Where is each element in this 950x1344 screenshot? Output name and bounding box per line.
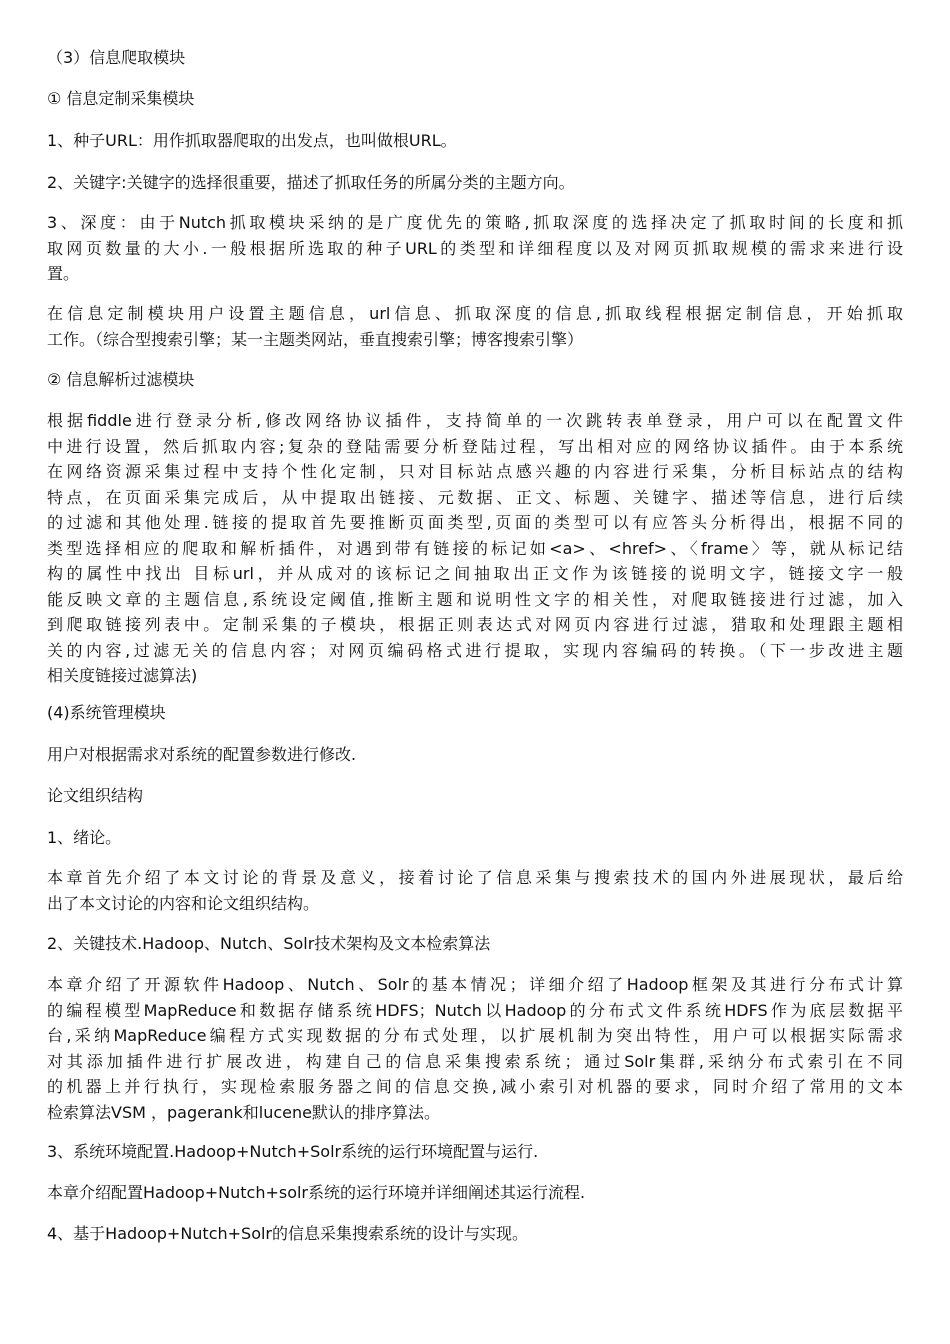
text-line: 置。 — [47, 264, 80, 283]
paragraph-chapter-3: 本章介绍配置Hadoop+Nutch+solr系统的运行环境并详细阐述其运行流程. — [47, 1183, 586, 1202]
text-line: 本章介绍了开源软件Hadoop、Nutch、Solr的基本情况；详细介绍了Hadoop框架及其进行分布式计算 — [47, 975, 903, 994]
text-line: 台,采纳MapReduce编程方式实现数据的分布式处理，以扩展机制为突出特性，用户可以根据实际需求 — [47, 1026, 903, 1045]
section-heading-crawl: （3）信息爬取模块 — [47, 48, 186, 67]
text-line: 中进行设置，然后抓取内容;复杂的登陆需要分析登陆过程，写出相对应的网络协议插件。由于本系统 — [47, 436, 903, 456]
chapter-2-title: 2、关键技术.Hadoop、Nutch、Solr技术架构及文本检索算法 — [47, 934, 491, 953]
paragraph-custom-module — [47, 301, 903, 352]
text-line: 检索算法VSM ，pagerank和lucene默认的排序算法。 — [47, 1102, 440, 1122]
text-line: 能反映文章的主题信息,系统设定阈值,推断主题和说明性文字的相关性，对爬取链接进行过滤，加入 — [47, 589, 903, 609]
text-line: 关的内容,过滤无关的信息内容；对网页编码格式进行提取，实现内容编码的转换。（下一步改进主题 — [47, 640, 903, 660]
text-line: 根据fiddle进行登录分析,修改网络协议插件，支持简单的一次跳转表单登录，用户可以在配置文件 — [47, 411, 903, 430]
item-seed-url: 1、种子URL：用作抓取器爬取的出发点，也叫做根URL。 — [47, 131, 457, 150]
text-line: 本章首先介绍了本文讨论的背景及意义，接着讨论了信息采集与搜索技术的国内外进展现状，最后给 — [47, 868, 903, 887]
text-line: 的过滤和其他处理.链接的提取首先要推断页面类型,页面的类型可以有应答头分析得出，根据不同的 — [47, 513, 903, 532]
chapter-4-title: 4、基于Hadoop+Nutch+Solr的信息采集搜索系统的设计与实现。 — [47, 1224, 529, 1243]
heading-thesis-structure: 论文组织结构 — [47, 786, 144, 805]
text-line: 的机器上并行执行，实现检索服务器之间的信息交换,减小索引对机器的要求，同时介绍了常用的文本 — [47, 1077, 903, 1096]
paragraph-depth — [47, 210, 903, 287]
text-line: 取网页数量的大小.一般根据所选取的种子URL的类型和详细程度以及对网页抓取规模的需求来进行设 — [47, 238, 903, 258]
text-line: 到爬取链接列表中。定制采集的子模块，根据正则表达式对网页内容进行过滤，猎取和处理跟主题相 — [47, 615, 903, 634]
text-line: 构的属性中找出 目标url，并从成对的该标记之间抽取出正文作为该链接的说明文字，链接文字一般 — [47, 564, 903, 583]
text-line: 相关度链接过滤算法) — [47, 666, 198, 685]
text-line: 在信息定制模块用户设置主题信息，url信息、抓取深度的信息,抓取线程根据定制信息，开始抓取 — [47, 304, 903, 323]
subsection-heading-custom: ① 信息定制采集模块 — [47, 89, 195, 108]
section-heading-admin: (4)系统管理模块 — [47, 703, 166, 722]
text-line: 出了本文讨论的内容和论文组织结构。 — [47, 893, 320, 913]
paragraph-parse — [47, 408, 903, 689]
text-line: 类型选择相应的爬取和解析插件，对遇到带有链接的标记如<a>、<href>、〈frame〉等，就从标记结 — [47, 538, 903, 558]
text-line: 在网络资源采集过程中支持个性化定制，只对目标站点感兴趣的内容进行采集，分析目标站点的结构 — [47, 462, 903, 481]
paragraph-chapter-1 — [47, 865, 903, 916]
item-keyword: 2、关键字:关键字的选择很重要，描述了抓取任务的所属分类的主题方向。 — [47, 173, 575, 192]
text-line: 特点，在页面采集完成后，从中提取出链接、元数据、正文、标题、关键字、描述等信息，进行后续 — [47, 487, 903, 507]
paragraph-chapter-2 — [47, 972, 903, 1125]
text-line: 3、深度：由于Nutch抓取模块采纳的是广度优先的策略,抓取深度的选择决定了抓取时间的长度和抓 — [47, 213, 903, 232]
paragraph-admin: 用户对根据需求对系统的配置参数进行修改. — [47, 745, 357, 764]
chapter-3-title: 3、系统环境配置.Hadoop+Nutch+Solr系统的运行环境配置与运行. — [47, 1142, 539, 1161]
chapter-1-title: 1、绪论。 — [47, 828, 122, 847]
text-line: 工作。（综合型搜索引擎；某一主题类网站，垂直搜索引擎；博客搜索引擎） — [47, 329, 584, 349]
text-line: 对其添加插件进行扩展改进，构建自己的信息采集搜索系统；通过Solr集群,采纳分布式索引在不同 — [47, 1051, 903, 1071]
text-line: 的编程模型MapReduce和数据存储系统HDFS；Nutch以Hadoop的分布式文件系统HDFS作为底层数据平 — [47, 1000, 903, 1020]
subsection-heading-parse: ② 信息解析过滤模块 — [47, 370, 195, 389]
